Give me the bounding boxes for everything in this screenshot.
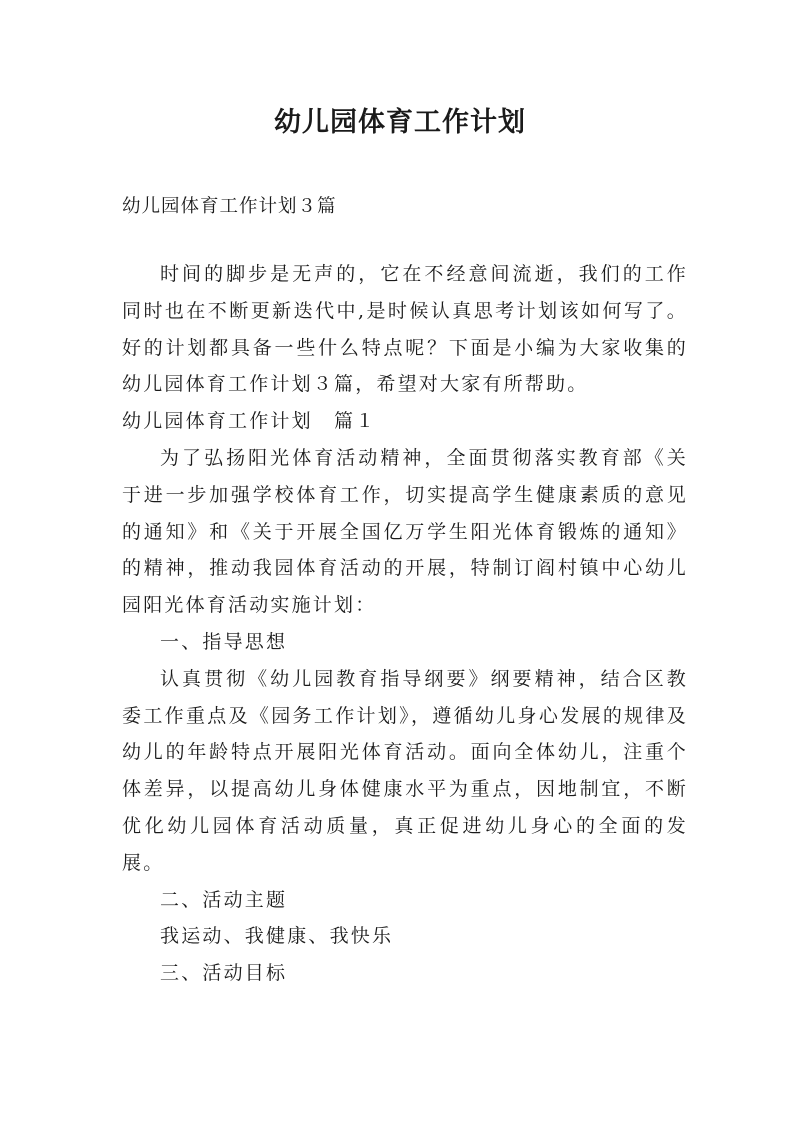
- document-body: [122, 256, 688, 992]
- intro-paragraph: 时间的脚步是无声的，它在不经意间流逝，我们的工作同时也在不断更新迭代中,是时候认真思考计划该如何写了。好的计划都具备一些什么特点呢？下面是小编为大家收集的幼儿园体育工作计划３篇，希望对大家有所帮助。: [122, 263, 688, 396]
- document-subtitle: 幼儿园体育工作计划３篇: [122, 196, 337, 217]
- document-title: 幼儿园体育工作计划: [274, 107, 526, 138]
- guiding-ideology-paragraph: 认真贯彻《幼儿园教育指导纲要》纲要精神，结合区教委工作重点及《园务工作计划》，遵循幼儿身心发展的规律及幼儿的年龄特点开展阳光体育活动。面向全体幼儿，注重个体差异，以提高幼儿身体健康水平为重点，因地制宜，不断优化幼儿园体育活动质量，真正促进幼儿身心的全面的发展。: [122, 667, 688, 874]
- section-heading-activity-theme: 二、活动主题: [160, 888, 288, 911]
- part-paragraph: 为了弘扬阳光体育活动精神，全面贯彻落实教育部《关于进一步加强学校体育工作，切实提高学生健康素质的意见的通知》和《关于开展全国亿万学生阳光体育锻炼的通知》的精神，推动我园体育活动的开展，特制订阎村镇中心幼儿园阳光体育活动实施计划：: [122, 446, 688, 617]
- section-heading-guiding-ideology: 一、指导思想: [160, 630, 288, 653]
- section-heading-activity-goals: 三、活动目标: [160, 962, 288, 985]
- part-heading: 幼儿园体育工作计划 篇１: [122, 410, 377, 433]
- activity-theme-text: 我运动、我健康、我快乐: [160, 925, 394, 948]
